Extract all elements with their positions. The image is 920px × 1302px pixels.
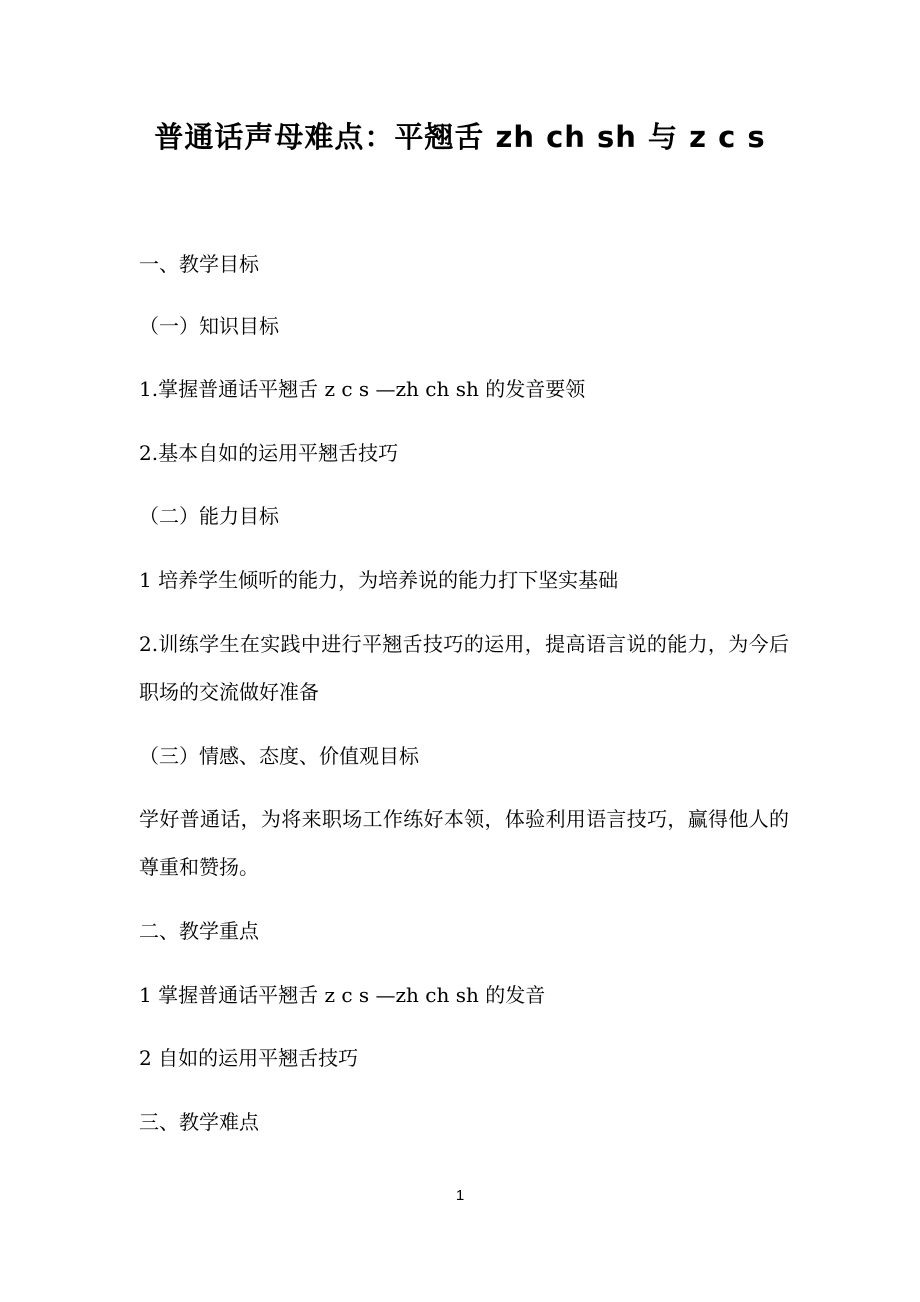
paragraph-ability-item-2: 2.训练学生在实践中进行平翘舌技巧的运用，提高语言说的能力，为今后职场的交流做好准备 (139, 632, 789, 704)
paragraph-emotion-item: 学好普通话，为将来职场工作练好本领，体验利用语言技巧，赢得他人的尊重和赞扬。 (139, 807, 789, 879)
paragraph-ability-item-1: 1 培养学生倾听的能力，为培养说的能力打下坚实基础 (139, 568, 619, 592)
paragraph-key-point-1: 1 掌握普通话平翘舌 z c s —zh ch sh 的发音 (139, 983, 546, 1007)
section-heading-difficulties: 三、教学难点 (139, 1110, 259, 1134)
subsection-ability-objectives: （二）能力目标 (139, 504, 279, 528)
subsection-knowledge-objectives: （一）知识目标 (139, 314, 279, 338)
page-number: 1 (455, 1187, 465, 1204)
paragraph-knowledge-item-2: 2.基本自如的运用平翘舌技巧 (139, 441, 399, 465)
section-heading-objectives: 一、教学目标 (139, 252, 259, 276)
section-heading-key-points: 二、教学重点 (139, 919, 259, 943)
paragraph-knowledge-item-1: 1.掌握普通话平翘舌 z c s —zh ch sh 的发音要领 (139, 377, 586, 401)
subsection-emotion-objectives: （三）情感、态度、价值观目标 (139, 744, 419, 768)
document-title: 普通话声母难点：平翘舌 zh ch sh 与 z c s (154, 120, 766, 154)
paragraph-key-point-2: 2 自如的运用平翘舌技巧 (139, 1046, 359, 1070)
